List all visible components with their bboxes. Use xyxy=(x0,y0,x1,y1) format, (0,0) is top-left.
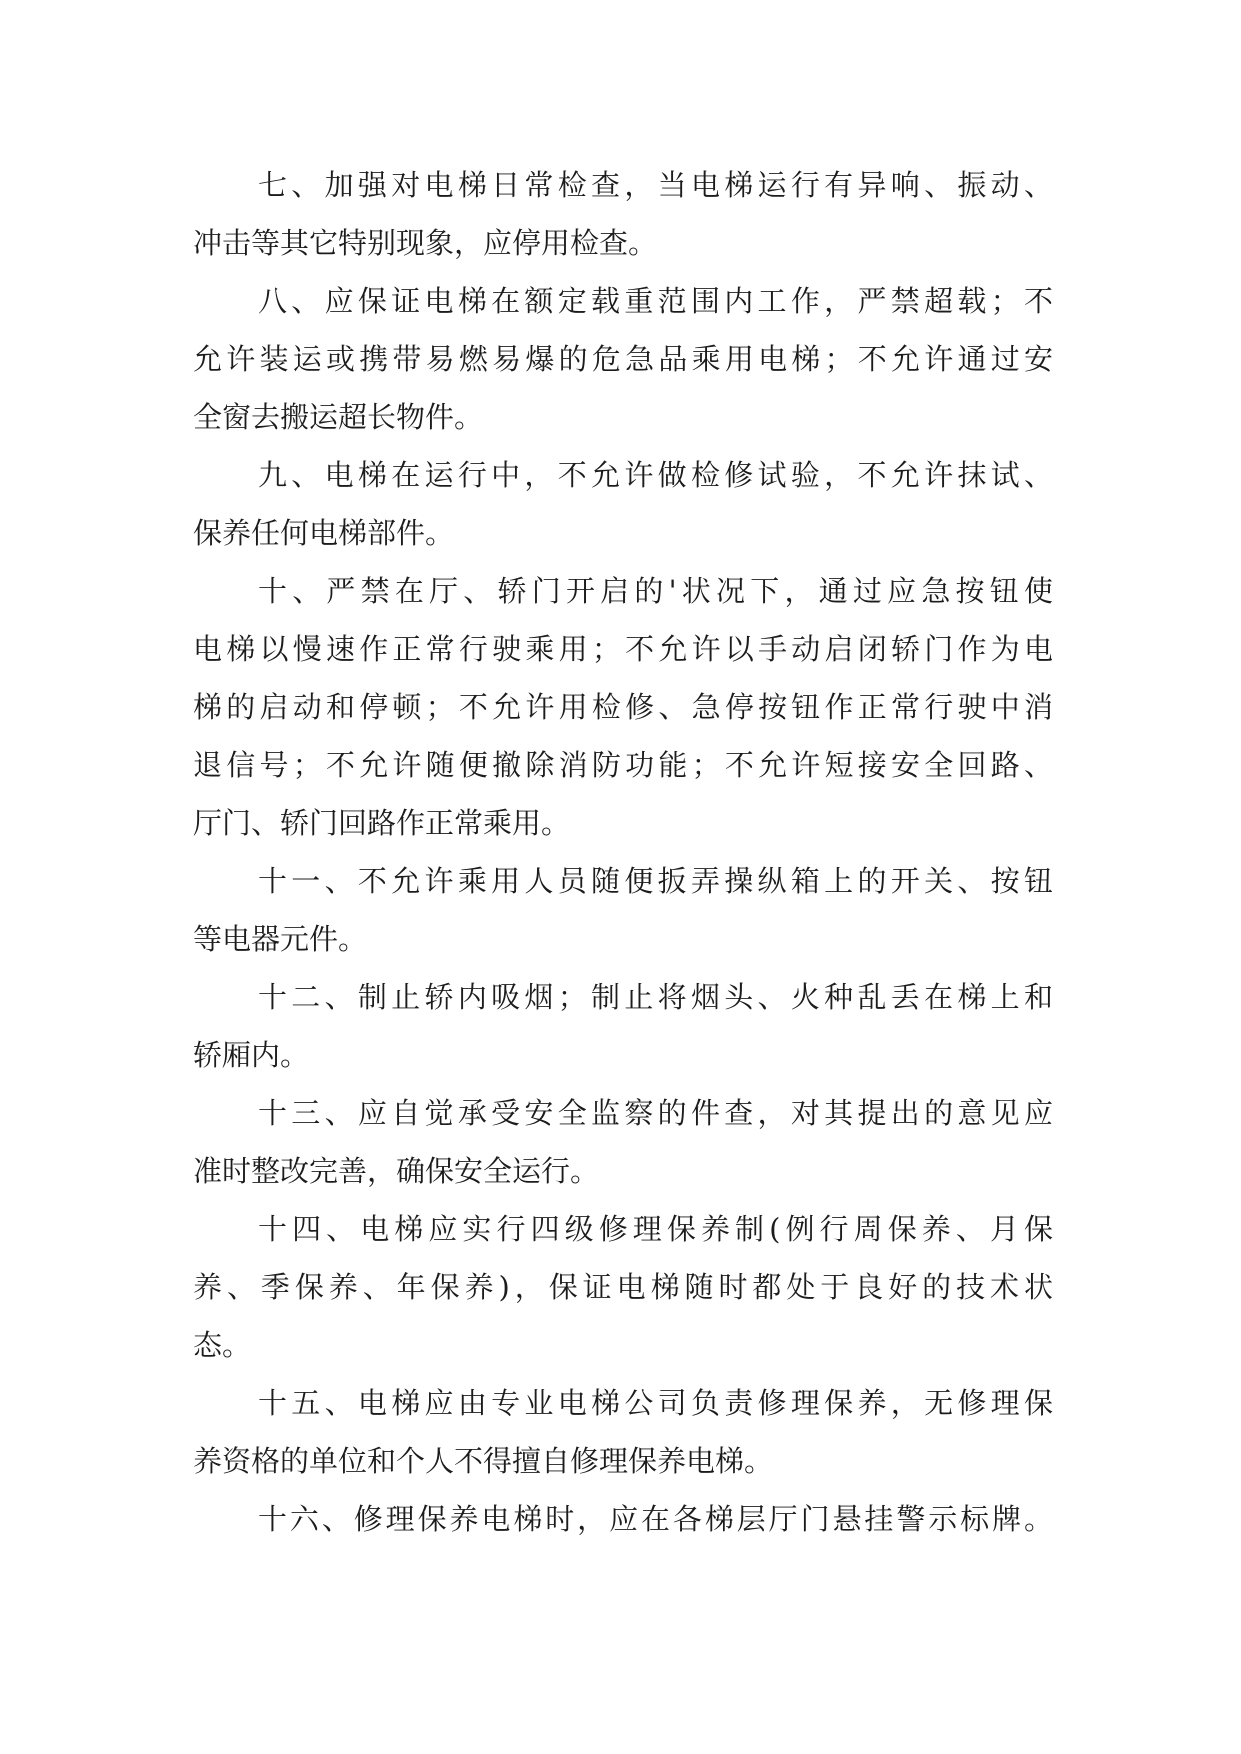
paragraph-line: 养资格的单位和个人不得擅自修理保养电梯。 xyxy=(193,1444,774,1478)
paragraph-line: 十、严禁在厅、轿门开启的'状况下，通过应急按钮使 xyxy=(258,574,1053,608)
paragraph-line: 九、电梯在运行中，不允许做检修试验，不允许抹试、 xyxy=(258,458,1053,492)
paragraph-line: 冲击等其它特别现象，应停用检查。 xyxy=(193,226,658,260)
paragraph-line: 十二、制止轿内吸烟；制止将烟头、火种乱丢在梯上和 xyxy=(258,980,1053,1014)
paragraph-line: 电梯以慢速作正常行驶乘用；不允许以手动启闭轿门作为电 xyxy=(193,632,1053,666)
paragraph-line: 全窗去搬运超长物件。 xyxy=(193,400,484,434)
paragraph-line: 八、应保证电梯在额定载重范围内工作，严禁超载；不 xyxy=(258,284,1053,318)
paragraph-line: 厅门、轿门回路作正常乘用。 xyxy=(193,806,571,840)
paragraph-line: 养、季保养、年保养)，保证电梯随时都处于良好的技术状 xyxy=(193,1270,1053,1304)
paragraph-line: 等电器元件。 xyxy=(193,922,368,956)
paragraph-line: 保养任何电梯部件。 xyxy=(193,516,455,550)
paragraph-line: 梯的启动和停顿；不允许用检修、急停按钮作正常行驶中消 xyxy=(193,690,1053,724)
paragraph-line: 十四、电梯应实行四级修理保养制(例行周保养、月保 xyxy=(258,1212,1053,1246)
paragraph-line: 允许装运或携带易燃易爆的危急品乘用电梯；不允许通过安 xyxy=(193,342,1053,376)
paragraph-line: 退信号；不允许随便撤除消防功能；不允许短接安全回路、 xyxy=(193,748,1053,782)
paragraph-line: 十三、应自觉承受安全监察的件查，对其提出的意见应 xyxy=(258,1096,1053,1130)
paragraph-line: 准时整改完善，确保安全运行。 xyxy=(193,1154,600,1188)
paragraph-line: 态。 xyxy=(193,1328,252,1362)
paragraph-line: 轿厢内。 xyxy=(193,1038,310,1072)
paragraph-line: 七、加强对电梯日常检查，当电梯运行有异响、振动、 xyxy=(258,168,1053,202)
paragraph-line: 十六、修理保养电梯时，应在各梯层厅门悬挂警示标牌。 xyxy=(258,1502,1053,1536)
paragraph-line: 十五、电梯应由专业电梯公司负责修理保养，无修理保 xyxy=(258,1386,1053,1420)
paragraph-line: 十一、不允许乘用人员随便扳弄操纵箱上的开关、按钮 xyxy=(258,864,1053,898)
